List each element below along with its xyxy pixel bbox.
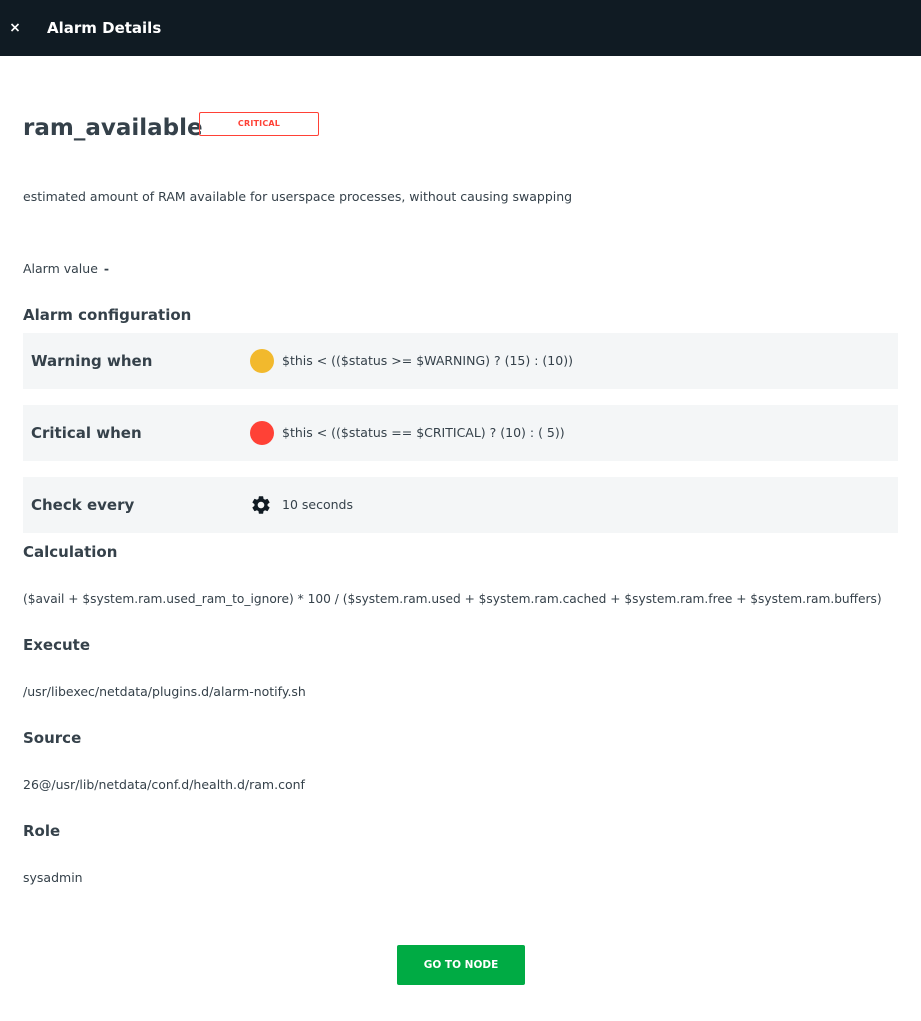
status-badge: CRITICAL: [199, 112, 319, 136]
close-icon: [6, 18, 26, 38]
check-every-value: 10 seconds: [282, 497, 353, 512]
alarm-description: estimated amount of RAM available for userspace processes, without causing swapping: [23, 189, 573, 204]
critical-row: [23, 405, 898, 461]
role-value: sysadmin: [23, 870, 83, 885]
warning-label: Warning when: [31, 352, 153, 370]
warning-expression: $this < (($status >= $WARNING) ? (15) : (10)): [282, 353, 573, 368]
warning-dot-icon: [250, 349, 274, 373]
close-button[interactable]: [6, 18, 26, 38]
check-every-row: [23, 477, 898, 533]
check-every-label: Check every: [31, 496, 135, 514]
go-to-node-button[interactable]: GO TO NODE: [397, 945, 525, 985]
gear-icon: [250, 494, 272, 516]
source-value: 26@/usr/lib/netdata/conf.d/health.d/ram.conf: [23, 777, 305, 792]
alarm-name: ram_available: [23, 115, 203, 141]
source-heading: Source: [23, 729, 82, 747]
top-bar: [0, 0, 921, 56]
page-title: Alarm Details: [47, 19, 162, 37]
execute-value: /usr/libexec/netdata/plugins.d/alarm-notify.sh: [23, 684, 306, 699]
alarm-configuration-heading: Alarm configuration: [23, 306, 192, 324]
alarm-value-label: Alarm value: [23, 261, 98, 276]
critical-expression: $this < (($status == $CRITICAL) ? (10) : ( 5)): [282, 425, 565, 440]
critical-label: Critical when: [31, 424, 142, 442]
warning-row: [23, 333, 898, 389]
calculation-heading: Calculation: [23, 543, 118, 561]
calculation-value: ($avail + $system.ram.used_ram_to_ignore) * 100 / ($system.ram.used + $system.ram.cached + $system.ram.free + $system.ram.buffers): [23, 592, 882, 606]
alarm-value: [23, 261, 109, 277]
execute-heading: Execute: [23, 636, 91, 654]
alarm-value-number: -: [103, 261, 110, 276]
critical-dot-icon: [250, 421, 274, 445]
role-heading: Role: [23, 822, 61, 840]
